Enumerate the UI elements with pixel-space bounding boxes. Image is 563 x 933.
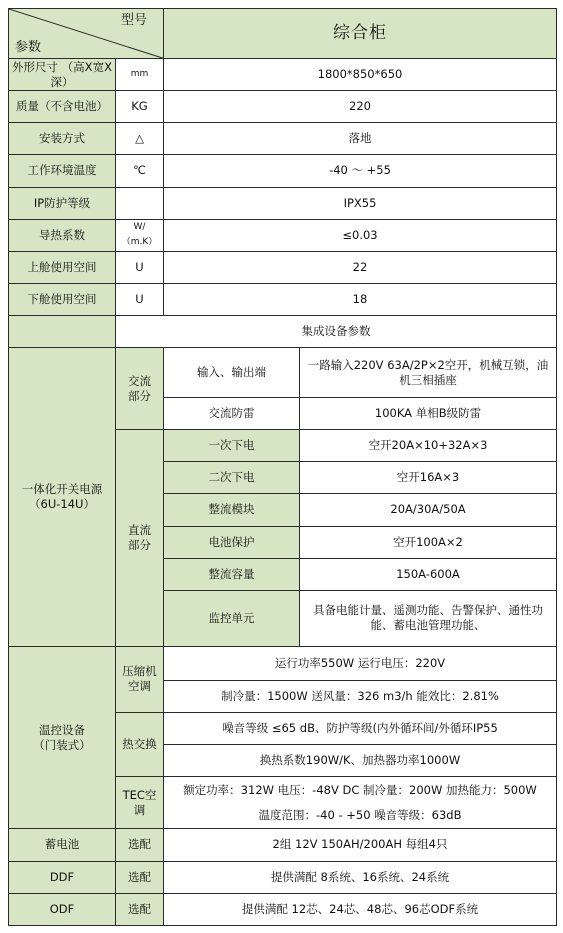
heat-exchanger-label: 热交换 bbox=[116, 713, 164, 777]
power-supply-label-line2: （6U-14U） bbox=[29, 496, 95, 511]
compressor-spec: 运行功率550W 运行电压：220V bbox=[164, 646, 557, 680]
dc-part-label-line1: 直流 bbox=[128, 523, 151, 538]
spec-name: 下舱使用空间 bbox=[9, 283, 116, 315]
power-item: 监控单元 bbox=[164, 590, 300, 646]
climate-control-label bbox=[9, 646, 116, 829]
climate-control-label-line1: 温控设备 bbox=[39, 722, 85, 737]
power-item: 整流容量 bbox=[164, 558, 300, 590]
spec-table bbox=[8, 8, 557, 926]
tec-ac-label-line1: TEC空 bbox=[122, 787, 157, 802]
compressor-ac-label-line2: 空调 bbox=[128, 679, 151, 694]
spec-name: 质量（不含电池） bbox=[9, 91, 116, 123]
power-item: 二次下电 bbox=[164, 462, 300, 494]
tec-spec: 额定功率：312W 电压：-48V DC 制冷量：200W 加热能力：500W bbox=[164, 777, 557, 803]
tec-ac-label-line2: 调 bbox=[133, 802, 146, 817]
compressor-spec: 制冷量：1500W 送风量：326 m3/h 能效比：2.81% bbox=[164, 681, 557, 713]
power-value: 20A/30A/50A bbox=[300, 494, 557, 526]
heat-exchanger-spec: 噪音等级 ≤65 dB、防护等级(内外循环间/外循环IP55 bbox=[164, 713, 557, 745]
option-type: 选配 bbox=[116, 829, 164, 861]
power-value: 一路输入220V 63A/2P×2空开，机械互锁，油机三相插座 bbox=[300, 348, 557, 398]
product-title: 综合柜 bbox=[164, 9, 557, 59]
spec-name: IP防护等级 bbox=[9, 187, 116, 219]
heat-exchanger-spec: 换热系数190W/K、加热器功率1000W bbox=[164, 745, 557, 777]
spec-value: -40 ～ +55 bbox=[164, 155, 557, 187]
power-item: 一次下电 bbox=[164, 430, 300, 462]
spec-value: 18 bbox=[164, 283, 557, 315]
power-value: 150A-600A bbox=[300, 558, 557, 590]
ac-part-label bbox=[116, 348, 164, 430]
spec-unit: mm bbox=[116, 59, 164, 91]
spec-unit: △ bbox=[116, 123, 164, 155]
header-model-label: 型号 bbox=[120, 13, 147, 28]
power-value: 具备电能计量、遥测功能、告警保护、通性功能、蓄电池管理功能、 bbox=[300, 590, 557, 646]
tec-ac-label bbox=[116, 777, 164, 829]
ac-part-label-line2: 部分 bbox=[128, 388, 151, 403]
spec-name: 工作环境温度 bbox=[9, 155, 116, 187]
spec-name: 外形尺寸 （高X宽X深） bbox=[9, 59, 116, 91]
climate-control-label-line2: （门装式） bbox=[33, 737, 91, 752]
option-name: DDF bbox=[9, 861, 116, 893]
ac-part-label-line1: 交流 bbox=[128, 373, 151, 388]
spec-unit bbox=[116, 187, 164, 219]
spec-value: 1800*850*650 bbox=[164, 59, 557, 91]
option-value: 提供满配 8系统、16系统、24系统 bbox=[164, 861, 557, 893]
power-supply-label-line1: 一体化开关电源 bbox=[21, 481, 103, 496]
power-value: 空开100A×2 bbox=[300, 526, 557, 558]
spec-value: IPX55 bbox=[164, 187, 557, 219]
option-value: 2组 12V 150AH/200AH 每组4只 bbox=[164, 829, 557, 861]
compressor-ac-label-line1: 压缩机 bbox=[122, 664, 157, 679]
spec-name: 上舱使用空间 bbox=[9, 251, 116, 283]
spec-unit: U bbox=[116, 251, 164, 283]
option-type: 选配 bbox=[116, 893, 164, 925]
spec-name: 安装方式 bbox=[9, 123, 116, 155]
option-value: 提供满配 12芯、24芯、48芯、96芯ODF系统 bbox=[164, 893, 557, 925]
dc-part-label-line2: 部分 bbox=[128, 538, 151, 553]
power-item: 整流模块 bbox=[164, 494, 300, 526]
spec-unit: ℃ bbox=[116, 155, 164, 187]
option-name: ODF bbox=[9, 893, 116, 925]
spec-unit: W/（m.K） bbox=[116, 219, 164, 251]
spec-unit: KG bbox=[116, 91, 164, 123]
spec-value: ≤0.03 bbox=[164, 219, 557, 251]
spec-value: 22 bbox=[164, 251, 557, 283]
power-supply-label bbox=[9, 348, 116, 647]
tec-spec: 温度范围：-40 - +50 噪音等级：63dB bbox=[164, 803, 557, 829]
power-value: 空开20A×10+32A×3 bbox=[300, 430, 557, 462]
dc-part-label bbox=[116, 430, 164, 647]
power-item: 交流防雷 bbox=[164, 398, 300, 430]
spec-value: 落地 bbox=[164, 123, 557, 155]
power-value: 100KA 单相B级防雷 bbox=[300, 398, 557, 430]
spec-unit: U bbox=[116, 283, 164, 315]
spec-value: 220 bbox=[164, 91, 557, 123]
integrated-section-title: 集成设备参数 bbox=[116, 315, 557, 347]
section-blank-cell bbox=[9, 315, 116, 347]
spec-name: 导热系数 bbox=[9, 219, 116, 251]
option-name: 蓄电池 bbox=[9, 829, 116, 861]
power-item: 电池保护 bbox=[164, 526, 300, 558]
compressor-ac-label bbox=[116, 646, 164, 712]
power-item: 输入、输出端 bbox=[164, 348, 300, 398]
header-param-label: 参数 bbox=[15, 40, 42, 56]
header-corner-cell bbox=[9, 9, 164, 59]
power-value: 空开16A×3 bbox=[300, 462, 557, 494]
option-type: 选配 bbox=[116, 861, 164, 893]
